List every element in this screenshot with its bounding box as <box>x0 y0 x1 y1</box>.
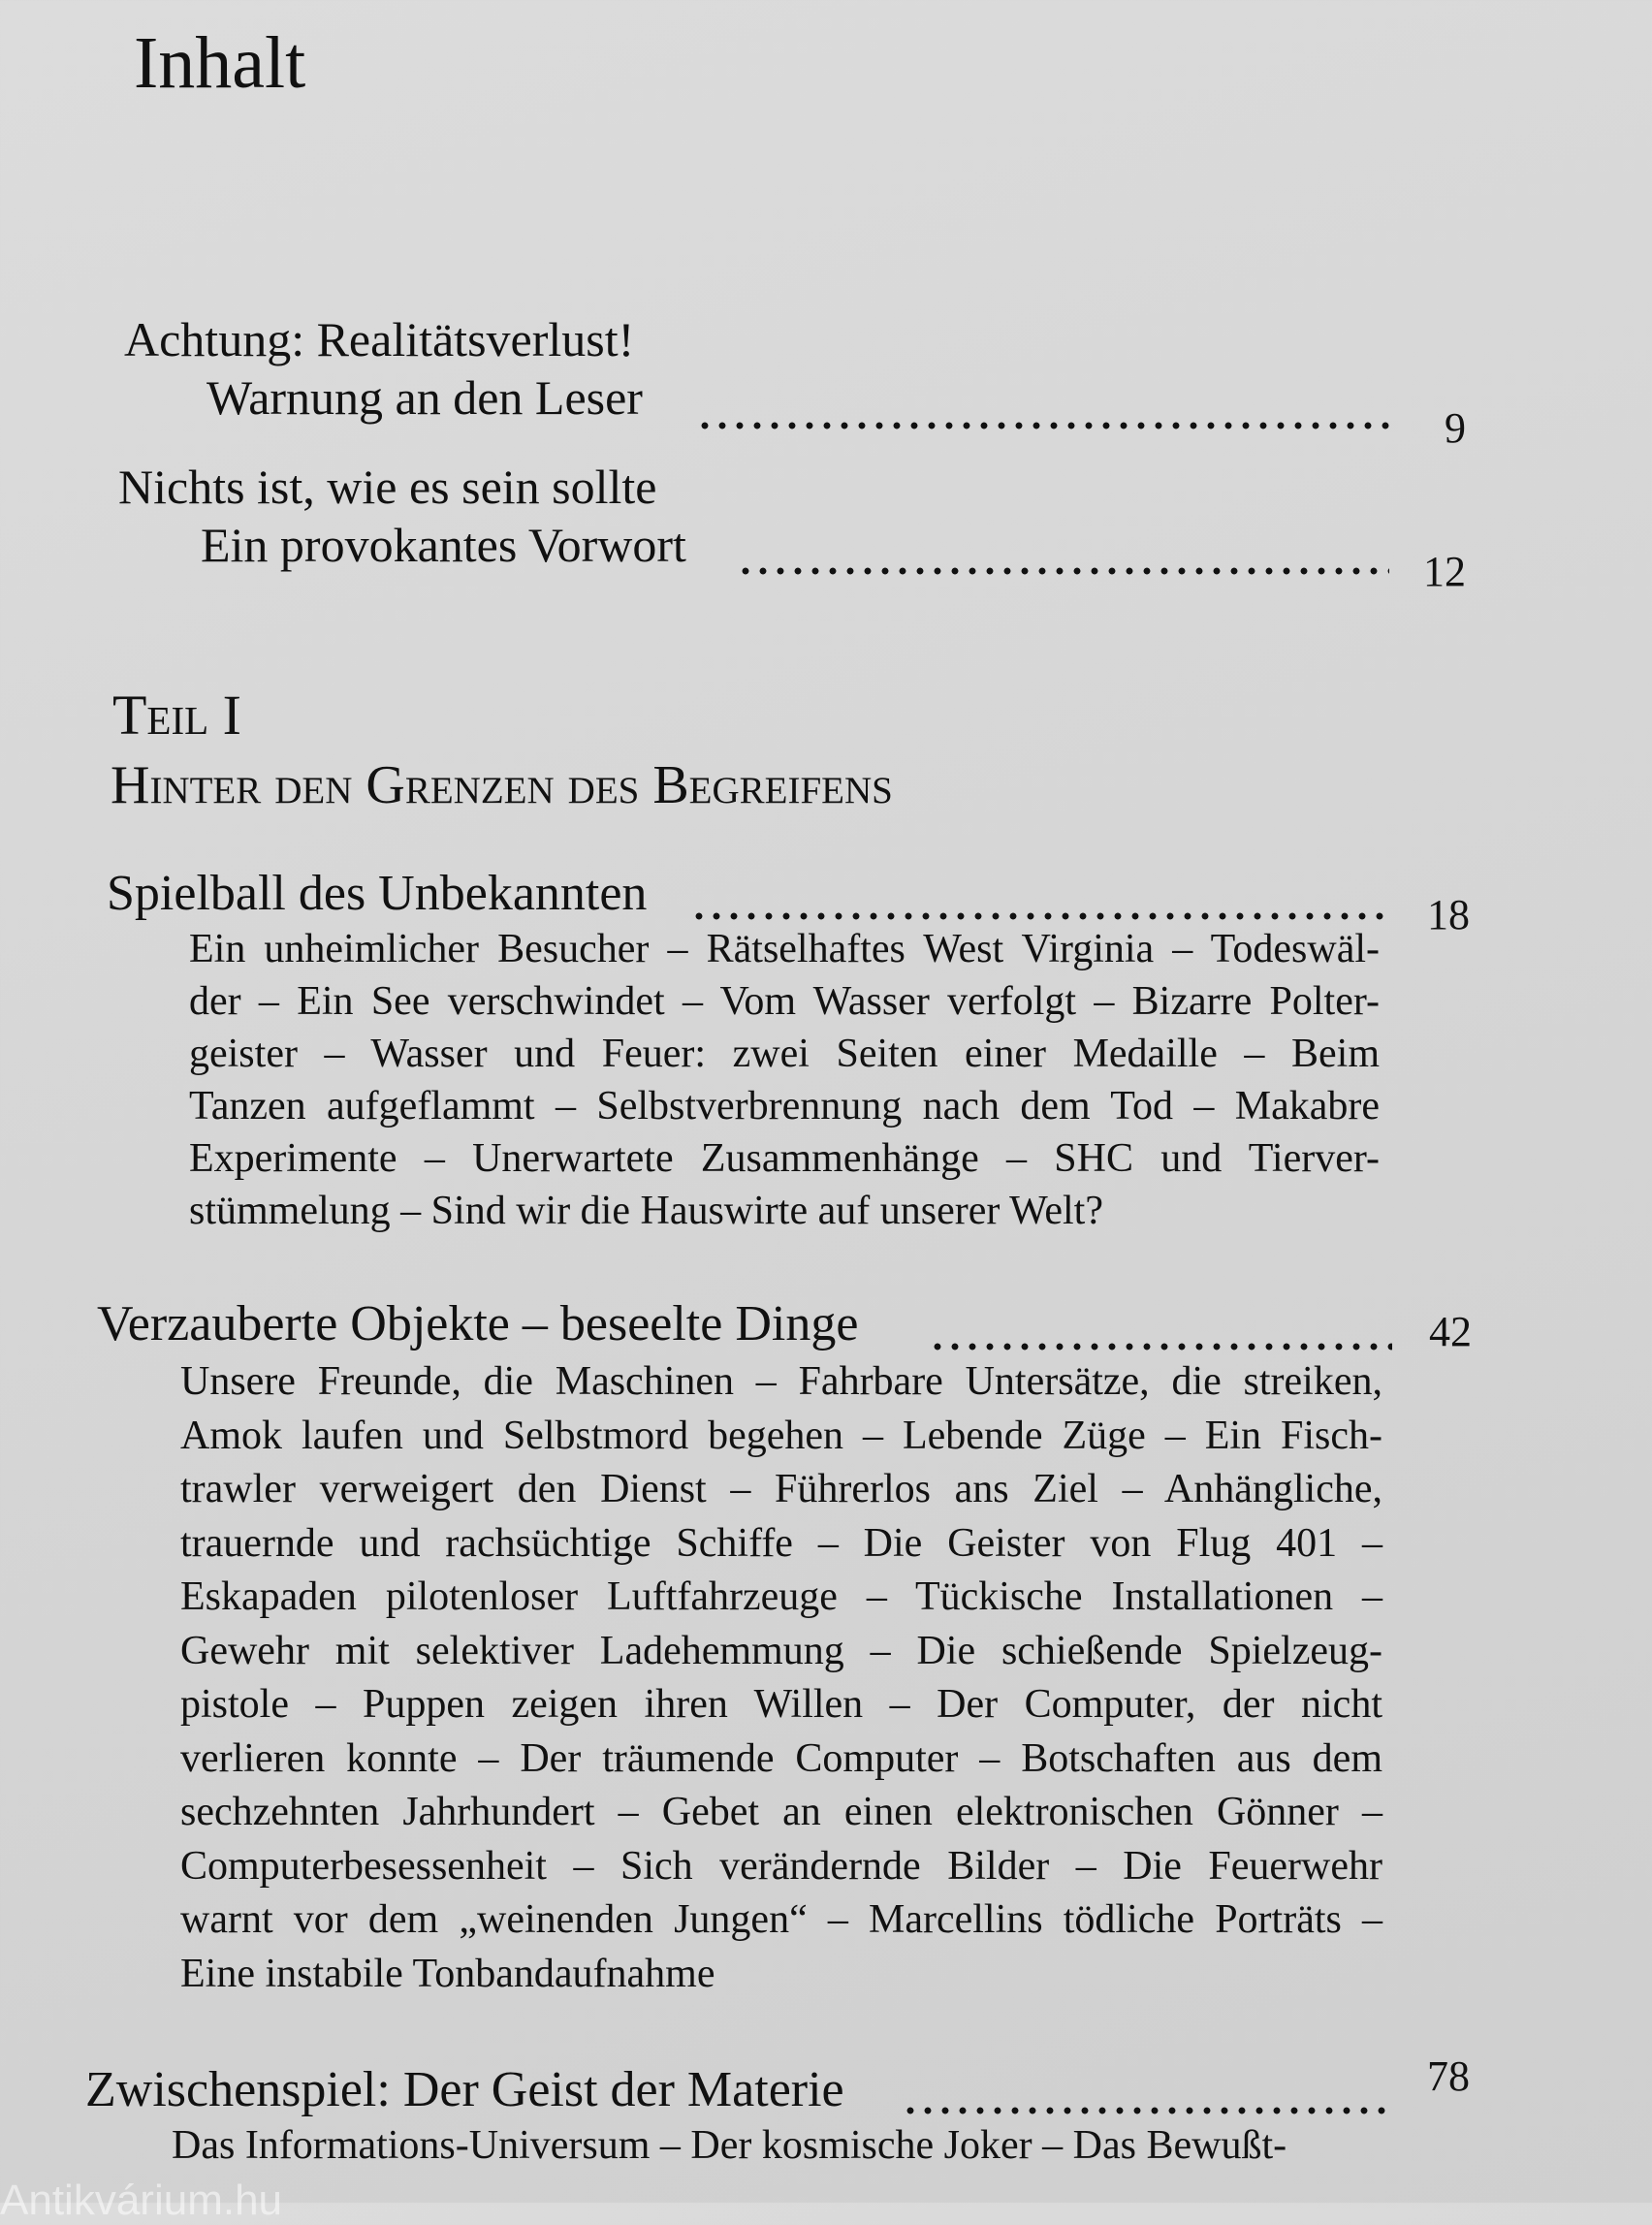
dot-leader <box>696 380 1389 434</box>
summary-line: Experimente – Unerwartete Zusammenhänge – SHC und Tierver- <box>189 1136 1380 1181</box>
summary-line: Das Informations-Universum – Der kosmische Joker – Das Bewußt- <box>172 2123 1287 2168</box>
summary-line: Computerbesessenheit – Sich verändernde Bilder – Die Feuerwehr <box>180 1843 1382 1889</box>
summary-line: Eine instabile Tonbandaufnahme <box>180 1951 715 1996</box>
summary-line: Eskapaden pilotenloser Luftfahrzeuge – Tückische Installationen – <box>180 1574 1382 1619</box>
summary-line: stümmelung – Sind wir die Hauswirte auf unserer Welt? <box>189 1189 1103 1233</box>
entry-subtitle: Ein provokantes Vorwort <box>201 518 686 572</box>
summary-line: Gewehr mit selektiver Ladehemmung – Die schießende Spielzeug- <box>180 1628 1382 1673</box>
summary-line: Amok laufen und Selbstmord begehen – Lebende Züge – Ein Fisch- <box>180 1413 1382 1458</box>
summary-line: trawler verweigert den Dienst – Führerlos ans Ziel – Anhängliche, <box>180 1467 1382 1511</box>
page-number: 18 <box>1427 891 1470 938</box>
chapter-title: Verzauberte Objekte – beseelte Dinge <box>97 1296 859 1351</box>
dot-leader <box>737 525 1389 580</box>
watermark: Antikvárium.hu <box>0 2177 283 2224</box>
chapter-summary <box>180 1355 1382 2001</box>
page-number: 78 <box>1427 2052 1470 2100</box>
summary-line: pistole – Puppen zeigen ihren Willen – Der Computer, der nicht <box>180 1682 1382 1727</box>
summary-line: warnt vor dem „weinenden Jungen“ – Marcellins tödliche Porträts – <box>180 1897 1382 1942</box>
chapter-title: Zwischenspiel: Der Geist der Materie <box>85 2062 844 2117</box>
page-number: 12 <box>1423 548 1466 595</box>
page-title: Inhalt <box>134 22 306 104</box>
entry-title: Nichts ist, wie es sein sollte <box>118 460 657 514</box>
part-label: Teil I <box>112 683 241 747</box>
dot-leader <box>690 871 1390 925</box>
summary-line: Tanzen aufgeflammt – Selbstverbrennung nach dem Tod – Makabre <box>189 1084 1380 1128</box>
summary-line: trauernde und rachsüchtige Schiffe – Die Geister von Flug 401 – <box>180 1520 1382 1566</box>
chapter-title: Spielball des Unbekannten <box>107 866 648 921</box>
entry-title: Achtung: Realitätsverlust! <box>124 312 635 366</box>
page-number: 42 <box>1429 1308 1472 1355</box>
dot-leader <box>929 1301 1392 1355</box>
page-number: 9 <box>1445 404 1466 452</box>
part-title: Hinter den Grenzen des Begreifens <box>111 755 893 815</box>
chapter-summary <box>172 2119 1383 2172</box>
entry-subtitle: Warnung an den Leser <box>206 370 643 425</box>
chapter-summary <box>189 923 1380 1237</box>
summary-line: Unsere Freunde, die Maschinen – Fahrbare Untersätze, die streiken, <box>180 1359 1382 1404</box>
summary-line: sechzehnten Jahrhundert – Gebet an einen elektronischen Gönner – <box>180 1790 1382 1834</box>
dot-leader <box>902 2065 1386 2119</box>
summary-line: der – Ein See verschwindet – Vom Wasser verfolgt – Bizarre Polter- <box>189 979 1380 1024</box>
summary-line: Ein unheimlicher Besucher – Rätselhaftes West Virginia – Todeswäl- <box>189 927 1380 971</box>
summary-line: verlieren konnte – Der träumende Computer – Botschaften aus dem <box>180 1735 1382 1781</box>
summary-line: geister – Wasser und Feuer: zwei Seiten einer Medaille – Beim <box>189 1032 1380 1076</box>
